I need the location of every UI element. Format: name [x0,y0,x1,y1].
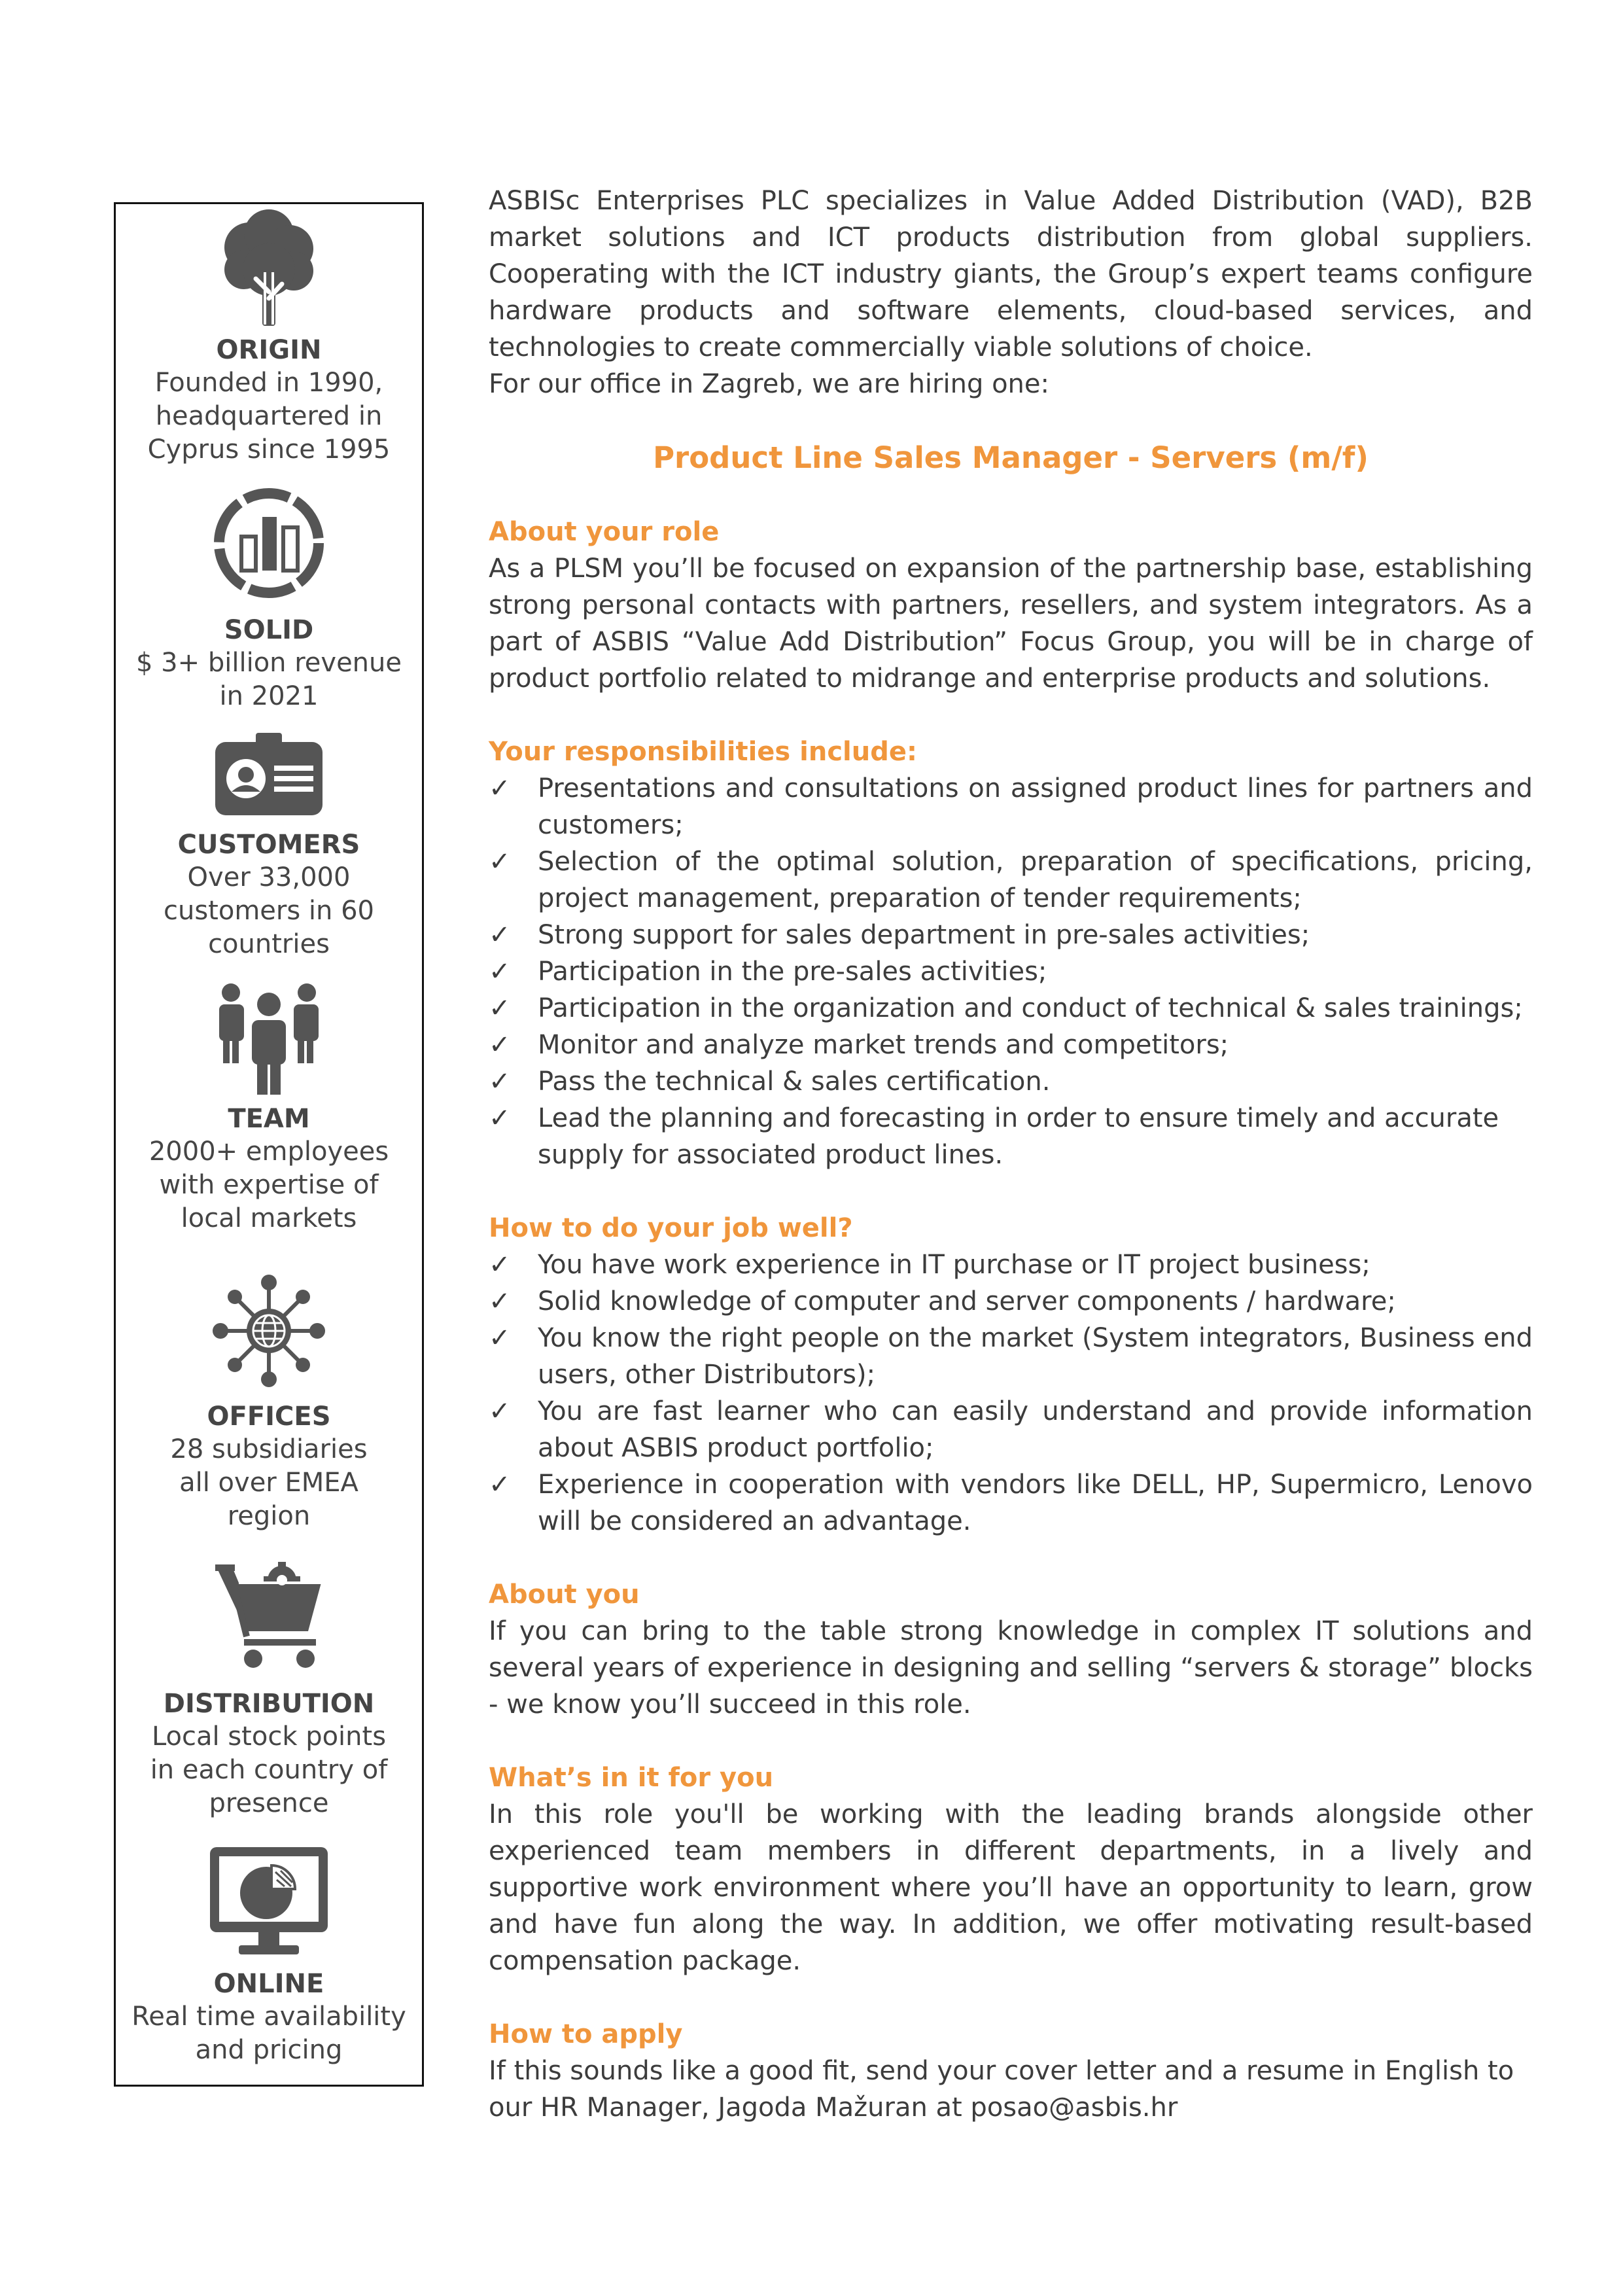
feature-title: TEAM [228,1104,310,1134]
company-facts-sidebar [114,202,424,2087]
section-about-role [489,514,1533,697]
feature-title: OFFICES [207,1402,331,1432]
hiring-location: For our office in Zagreb, we are hiring one: [489,369,1049,399]
feature-offices [116,1272,422,1533]
feature-desc-line: 28 subsidiaries [170,1434,368,1464]
list-item-text: Solid knowledge of computer and server components / hardware; [538,1286,1396,1316]
feature-solid [116,484,422,713]
feature-desc-line: 2000+ employees [148,1137,389,1167]
section-job-well [489,1210,1533,1540]
feature-desc-line: and pricing [195,2035,343,2065]
list-item-text: Strong support for sales department in pre-sales activities; [538,920,1310,950]
company-intro: ASBISc Enterprises PLC specializes in Value Added Distribution (VAD), B2B market solutions and ICT products distribution from global suppliers. Cooperating with the ICT industry giants, the Group’s expert teams configure hardware products and software elements, cloud-based services, and technologies to create commercially viable solutions of choice. [489,186,1533,362]
list-item [489,843,1533,917]
check-icon: ✓ [489,1030,511,1060]
bar-chart-circle-icon [210,484,328,602]
monitor-pie-chart-icon [203,1843,334,1961]
id-badge-icon [210,732,328,817]
feature-desc-line: local markets [181,1203,357,1233]
list-item [489,1320,1533,1393]
job-title: Product Line Sales Manager - Servers (m/f) [653,440,1369,475]
check-icon: ✓ [489,1103,511,1133]
feature-desc-line: with expertise of [159,1170,379,1200]
list-item-text: You know the right people on the market (System integrators, Business end users, other Distributors); [538,1323,1533,1390]
check-icon: ✓ [489,1396,511,1426]
feature-distribution [116,1561,422,1820]
feature-title: SOLID [224,615,314,645]
feature-title: CUSTOMERS [177,830,360,860]
feature-desc-line: all over EMEA [179,1468,358,1498]
feature-desc-line: Local stock points [151,1722,387,1752]
list-item-text: You are fast learner who can easily understand and provide information about ASBIS product portfolio; [538,1396,1533,1463]
section-text: As a PLSM you’ll be focused on expansion of the partnership base, establishing strong personal contacts with partners, resellers, and system integrators. As a part of ASBIS “Value Add Distribution” Focus Group, you will be in charge of product portfolio related to midrange and enterprise products and solutions. [489,554,1533,694]
check-icon: ✓ [489,1470,511,1500]
feature-desc-line: customers in 60 [164,896,374,926]
feature-desc-line: headquartered in [155,401,383,431]
feature-origin [116,204,422,467]
feature-desc-line: presence [209,1788,329,1818]
feature-customers [116,732,422,961]
people-group-icon [210,980,328,1097]
section-whats-in-it [489,1759,1533,1979]
check-icon: ✓ [489,1250,511,1280]
tree-icon [210,207,328,331]
list-item [489,1063,1533,1100]
list-item-text: Pass the technical & sales certification. [538,1067,1051,1097]
list-item [489,770,1533,843]
list-item [489,1283,1533,1320]
list-item-text: Selection of the optimal solution, preparation of specifications, pricing, project management, preparation of tender requirements; [538,847,1533,913]
list-item [489,953,1533,990]
list-item-text: Lead the planning and forecasting in order to ensure timely and accurate supply for associated product lines. [538,1103,1499,1170]
list-item [489,1027,1533,1063]
list-item [489,1393,1533,1466]
list-item-text: Monitor and analyze market trends and competitors; [538,1030,1229,1060]
requirements-list [489,1246,1533,1540]
feature-online [116,1843,422,2067]
list-item-text: Participation in the pre-sales activities; [538,957,1047,987]
section-heading: About you [489,1580,640,1610]
check-icon: ✓ [489,773,511,804]
section-text: If this sounds like a good fit, send your cover letter and a resume in English to our HR Manager, Jagoda Mažuran at posao@asbis.hr [489,2056,1514,2123]
feature-team [116,980,422,1235]
check-icon: ✓ [489,1067,511,1097]
list-item-text: You have work experience in IT purchase or IT project business; [538,1250,1370,1280]
check-icon: ✓ [489,957,511,987]
list-item-text: Participation in the organization and conduct of technical & sales trainings; [538,993,1523,1023]
shopping-cart-gear-icon [210,1561,328,1678]
section-about-you [489,1576,1533,1723]
list-item [489,990,1533,1027]
feature-desc-line: $ 3+ billion revenue [136,648,402,678]
check-icon: ✓ [489,847,511,877]
feature-desc-line: Cyprus since 1995 [147,434,391,465]
check-icon: ✓ [489,993,511,1023]
check-icon: ✓ [489,920,511,950]
feature-desc-line: countries [208,929,330,959]
feature-title: ONLINE [213,1969,324,1999]
responsibilities-list [489,770,1533,1173]
section-how-to-apply [489,2016,1533,2126]
section-text: If you can bring to the table strong knowledge in complex IT solutions and several years of experience in designing and selling “servers & storage” blocks - we know you’ll succeed in this role. [489,1616,1533,1720]
feature-desc-line: Over 33,000 [187,862,351,892]
list-item [489,917,1533,953]
section-responsibilities [489,733,1533,1173]
section-heading: What’s in it for you [489,1763,774,1793]
job-posting [489,183,1533,2163]
section-heading: How to apply [489,2019,683,2049]
list-item [489,1466,1533,1540]
feature-desc-line: in each country of [150,1755,388,1785]
section-text: In this role you'll be working with the leading brands alongside other experienced team members in different departments, in a lively and supportive work environment where you’ll have an opportunity to learn, grow and have fun along the way. In addition, we offer motivating result-based compensation package. [489,1799,1533,1976]
check-icon: ✓ [489,1286,511,1316]
feature-desc-line: Real time availability [131,2002,406,2032]
globe-network-icon [210,1272,328,1390]
feature-desc-line: Founded in 1990, [154,368,383,398]
feature-title: DISTRIBUTION [163,1689,375,1719]
feature-desc-line: region [227,1501,311,1531]
check-icon: ✓ [489,1323,511,1353]
list-item [489,1246,1533,1283]
feature-title: ORIGIN [216,335,322,365]
list-item-text: Presentations and consultations on assigned product lines for partners and customers; [538,773,1533,840]
section-heading: About your role [489,517,720,547]
section-heading: Your responsibilities include: [489,737,917,767]
feature-desc-line: in 2021 [219,681,319,711]
list-item [489,1100,1533,1173]
list-item-text: Experience in cooperation with vendors like DELL, HP, Supermicro, Lenovo will be considered an advantage. [538,1470,1533,1536]
section-heading: How to do your job well? [489,1213,853,1243]
